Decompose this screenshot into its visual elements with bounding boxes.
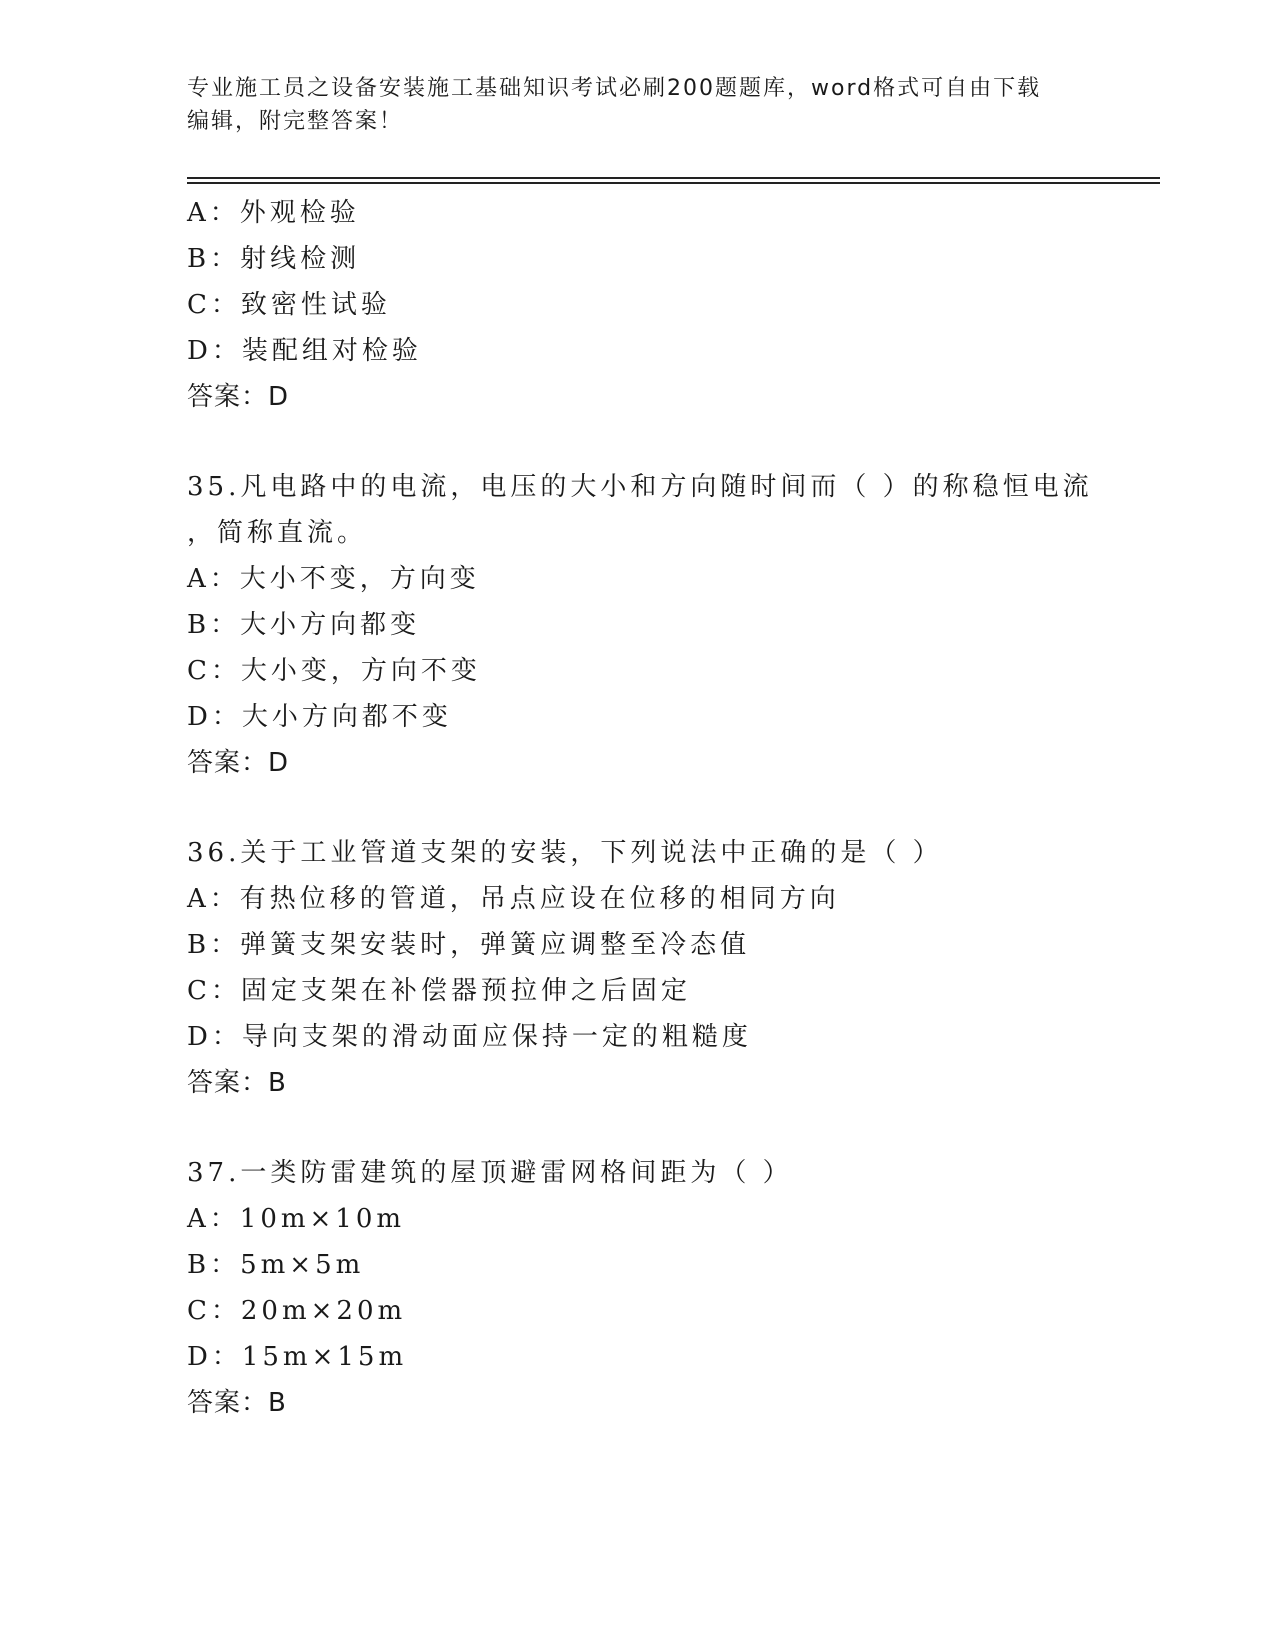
question-37-stem-line1: 37.一类防雷建筑的屋顶避雷网格间距为（ ）	[187, 1158, 793, 1188]
question-37-option-b: B：5m×5m	[187, 1250, 365, 1280]
spacer	[187, 420, 1167, 464]
spacer	[187, 1106, 1167, 1150]
question-34-option-a: A：外观检验	[187, 198, 360, 228]
header-title-line1: 专业施工员之设备安装施工基础知识考试必刷200题题库，word格式可自由下载	[187, 76, 1042, 101]
question-36-answer: 答案：B	[187, 1068, 287, 1098]
question-34-option-b: B：射线检测	[187, 244, 361, 274]
question-36	[187, 830, 1167, 1106]
question-list	[187, 190, 1167, 1426]
question-36-option-c: C：固定支架在补偿器预拉伸之后固定	[187, 976, 691, 1006]
question-34	[187, 190, 1167, 420]
question-34-answer: 答案：D	[187, 382, 290, 412]
question-36-stem-line1: 36.关于工业管道支架的安装，下列说法中正确的是（ ）	[187, 838, 943, 868]
question-37-answer: 答案：B	[187, 1388, 287, 1418]
question-35-option-b: B：大小方向都变	[187, 610, 421, 640]
question-34-option-d: D：装配组对检验	[187, 336, 422, 366]
question-37-option-c: C：20m×20m	[187, 1296, 407, 1326]
question-35-stem-line2: ，简称直流。	[187, 518, 368, 548]
question-36-option-b: B：弹簧支架安装时，弹簧应调整至冷态值	[187, 930, 751, 960]
header-divider-top	[187, 177, 1160, 179]
question-35-option-c: C：大小变，方向不变	[187, 656, 481, 686]
question-36-option-a: A：有热位移的管道，吊点应设在位移的相同方向	[187, 884, 840, 914]
header-divider-bottom	[187, 182, 1160, 184]
question-34-option-c: C：致密性试验	[187, 290, 391, 320]
question-37-option-a: A：10m×10m	[187, 1204, 406, 1234]
question-35-answer: 答案：D	[187, 748, 290, 778]
question-35	[187, 464, 1167, 786]
question-35-stem-line1: 35.凡电路中的电流，电压的大小和方向随时间而（ ）的称稳恒电流	[187, 472, 1093, 502]
question-35-option-a: A：大小不变，方向变	[187, 564, 480, 594]
question-35-option-d: D：大小方向都不变	[187, 702, 452, 732]
question-36-option-d: D：导向支架的滑动面应保持一定的粗糙度	[187, 1022, 752, 1052]
spacer	[187, 786, 1167, 830]
question-37	[187, 1150, 1167, 1426]
document-header	[187, 72, 1087, 138]
header-title-line2: 编辑，附完整答案！	[187, 109, 404, 134]
question-37-option-d: D：15m×15m	[187, 1342, 408, 1372]
